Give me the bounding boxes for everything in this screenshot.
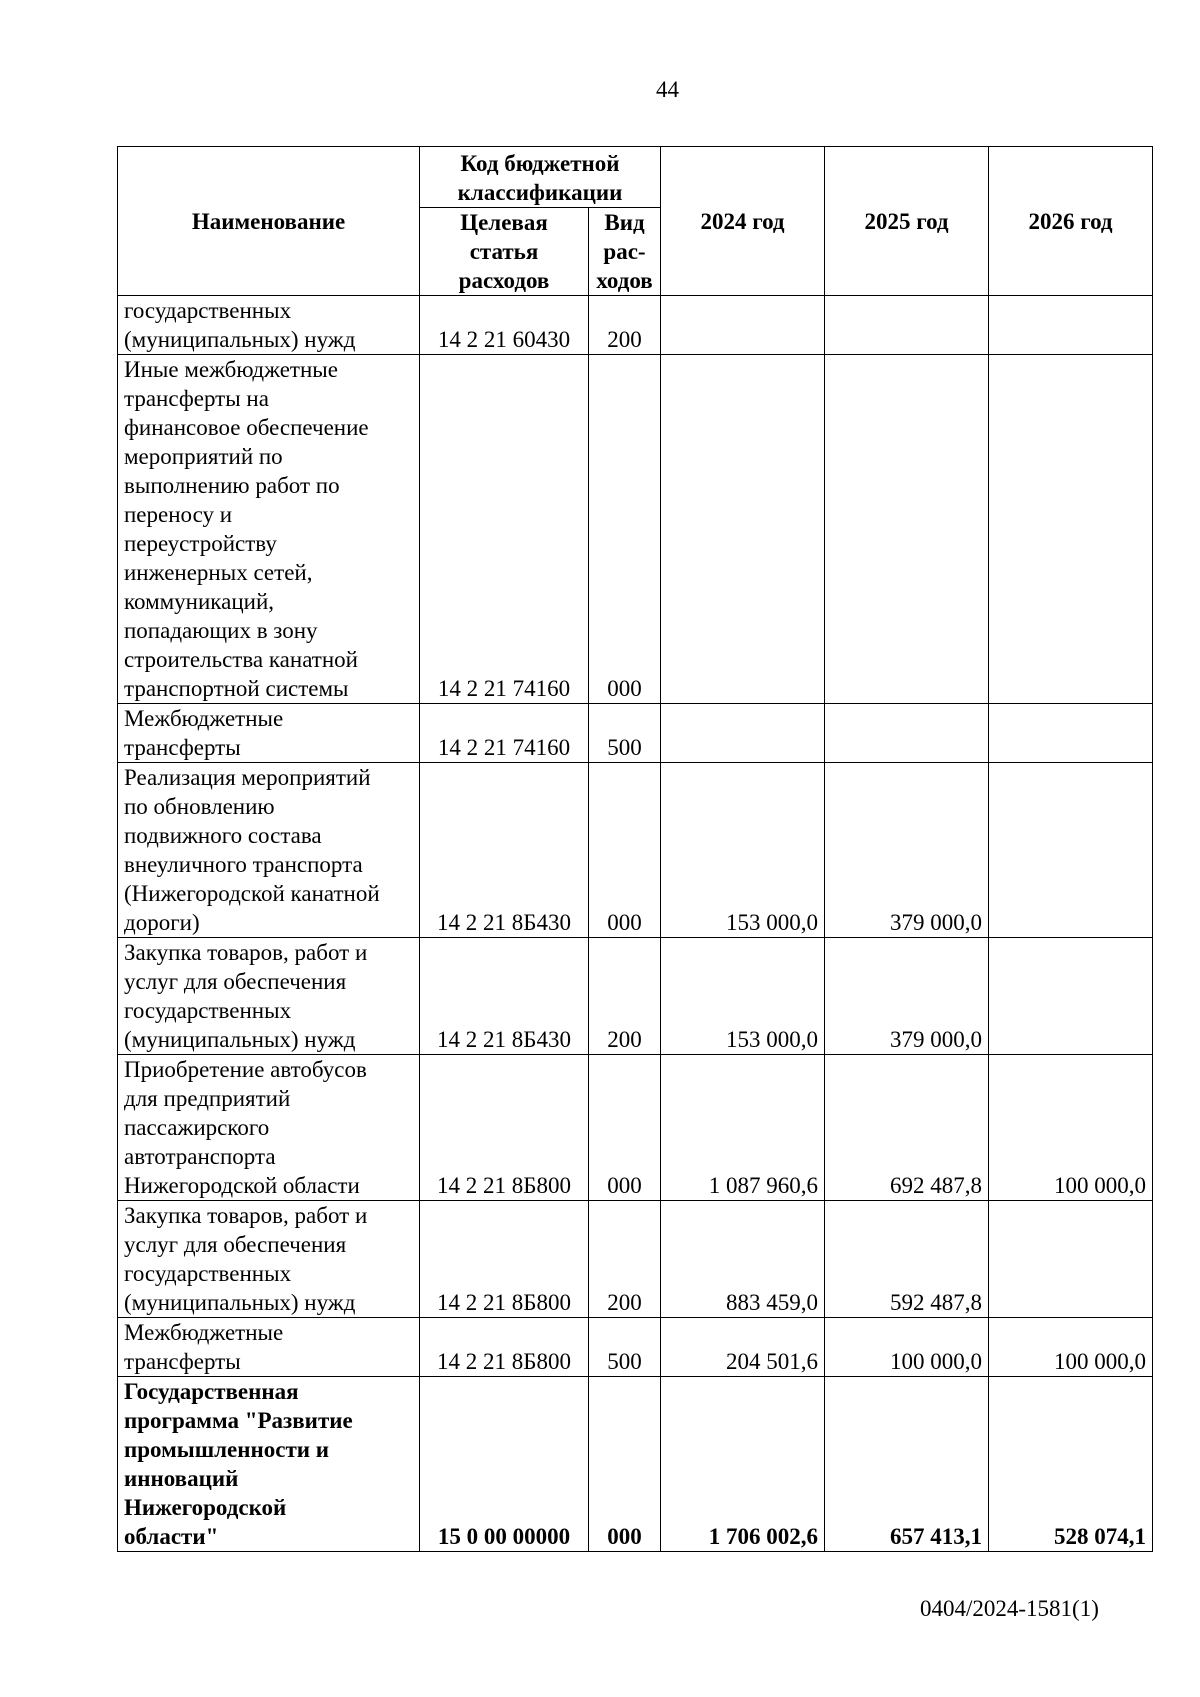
row-name-line: инноваций (124, 1466, 239, 1491)
row-value-2025 (825, 704, 989, 763)
row-name-line: выполнению работ по (124, 473, 340, 498)
table-row (118, 1055, 1153, 1201)
table-header (118, 147, 1153, 296)
header-budget-code-line: классификации (457, 180, 623, 205)
row-name-line: по обновлению (124, 794, 275, 819)
row-name-line: переустройству (124, 531, 277, 556)
row-name (118, 1377, 420, 1552)
row-value-2026 (989, 1201, 1153, 1318)
row-name-line: (муниципальных) нужд (124, 1290, 356, 1315)
row-name (118, 763, 420, 938)
row-value-2026 (989, 763, 1153, 938)
row-target-article: 15 0 00 00000 (420, 1377, 589, 1552)
row-name-line: услуг для обеспечения (124, 1232, 347, 1257)
row-name-line: трансферты (124, 735, 241, 760)
row-name-line: Реализация мероприятий (124, 765, 371, 790)
row-name-line: дороги) (124, 910, 200, 935)
row-name (118, 704, 420, 763)
row-value-2024: 1 087 960,6 (661, 1055, 825, 1201)
row-expense-kind: 200 (589, 296, 661, 355)
header-name: Наименование (118, 147, 420, 296)
row-name-line: государственных (124, 998, 292, 1023)
row-value-2025: 379 000,0 (825, 763, 989, 938)
row-name (118, 1318, 420, 1377)
row-name (118, 355, 420, 704)
row-value-2026: 100 000,0 (989, 1318, 1153, 1377)
row-expense-kind: 000 (589, 1055, 661, 1201)
row-target-article: 14 2 21 74160 (420, 704, 589, 763)
row-expense-kind: 000 (589, 355, 661, 704)
row-name-line: (Нижегородской канатной (124, 881, 380, 906)
row-value-2024: 883 459,0 (661, 1201, 825, 1318)
table-row (118, 1201, 1153, 1318)
row-value-2024: 153 000,0 (661, 763, 825, 938)
table-body (118, 296, 1153, 1552)
row-name-line: государственных (124, 1261, 292, 1286)
row-value-2025 (825, 355, 989, 704)
row-expense-kind: 200 (589, 1201, 661, 1318)
row-target-article: 14 2 21 8Б800 (420, 1201, 589, 1318)
header-expense-kind (589, 208, 661, 296)
header-budget-code-line: Код бюджетной (460, 151, 620, 176)
row-expense-kind: 200 (589, 938, 661, 1055)
row-name-line: финансовое обеспечение (124, 415, 369, 440)
row-target-article: 14 2 21 8Б800 (420, 1318, 589, 1377)
row-value-2025: 657 413,1 (825, 1377, 989, 1552)
row-name (118, 938, 420, 1055)
row-value-2026 (989, 355, 1153, 704)
table-row (118, 763, 1153, 938)
table-row (118, 296, 1153, 355)
page-number: 44 (656, 77, 679, 102)
row-name-line: Межбюджетные (124, 1320, 284, 1345)
row-name-line: трансферты на (124, 386, 269, 411)
header-expense-kind-line: Вид (604, 210, 645, 235)
row-name-line: (муниципальных) нужд (124, 327, 356, 352)
row-name-line: попадающих в зону (124, 618, 318, 643)
document-code: 0404/2024-1581(1) (920, 1596, 1099, 1621)
table-row (118, 355, 1153, 704)
budget-table (117, 146, 1153, 1552)
row-name-line: переносу и (124, 502, 233, 527)
header-target-article (420, 208, 589, 296)
row-name-line: коммуникаций, (124, 589, 275, 614)
row-target-article: 14 2 21 8Б430 (420, 938, 589, 1055)
header-target-article-line: Целевая (460, 210, 548, 235)
row-value-2024 (661, 704, 825, 763)
row-value-2026: 100 000,0 (989, 1055, 1153, 1201)
row-value-2025: 692 487,8 (825, 1055, 989, 1201)
row-value-2025: 592 487,8 (825, 1201, 989, 1318)
row-target-article: 14 2 21 8Б800 (420, 1055, 589, 1201)
row-value-2026 (989, 938, 1153, 1055)
row-name (118, 1055, 420, 1201)
row-name-line: трансферты (124, 1349, 241, 1374)
row-name-line: строительства канатной (124, 647, 358, 672)
header-target-article-line: статья (469, 239, 539, 264)
row-value-2026 (989, 296, 1153, 355)
row-name-line: Нижегородской области (124, 1173, 360, 1198)
row-value-2026: 528 074,1 (989, 1377, 1153, 1552)
row-expense-kind: 000 (589, 1377, 661, 1552)
row-name-line: для предприятий (124, 1086, 291, 1111)
row-value-2024: 1 706 002,6 (661, 1377, 825, 1552)
row-name-line: Нижегородской (124, 1495, 287, 1520)
table-row (118, 1318, 1153, 1377)
row-name-line: (муниципальных) нужд (124, 1027, 356, 1052)
row-name-line: программа "Развитие (124, 1408, 353, 1433)
row-target-article: 14 2 21 74160 (420, 355, 589, 704)
row-value-2024: 204 501,6 (661, 1318, 825, 1377)
row-name (118, 296, 420, 355)
row-value-2024: 153 000,0 (661, 938, 825, 1055)
row-expense-kind: 500 (589, 1318, 661, 1377)
row-name-line: государственных (124, 298, 292, 323)
header-2026: 2026 год (989, 147, 1153, 296)
table-row (118, 704, 1153, 763)
header-budget-code-group (420, 147, 661, 208)
row-name-line: Закупка товаров, работ и (124, 940, 368, 965)
table-row (118, 1377, 1153, 1552)
row-name-line: транспортной системы (124, 676, 349, 701)
table-row (118, 938, 1153, 1055)
header-2025: 2025 год (825, 147, 989, 296)
row-target-article: 14 2 21 60430 (420, 296, 589, 355)
row-name-line: Межбюджетные (124, 706, 284, 731)
row-value-2024 (661, 296, 825, 355)
row-target-article: 14 2 21 8Б430 (420, 763, 589, 938)
header-expense-kind-line: рас- (603, 239, 646, 264)
header-2024: 2024 год (661, 147, 825, 296)
row-name-line: подвижного состава (124, 823, 322, 848)
row-name-line: пассажирского (124, 1115, 270, 1140)
row-expense-kind: 000 (589, 763, 661, 938)
row-name-line: услуг для обеспечения (124, 969, 347, 994)
row-name-line: Иные межбюджетные (124, 357, 338, 382)
row-value-2025: 379 000,0 (825, 938, 989, 1055)
row-expense-kind: 500 (589, 704, 661, 763)
row-name (118, 1201, 420, 1318)
header-target-article-line: расходов (458, 268, 550, 293)
row-name-line: области" (124, 1524, 219, 1549)
row-value-2025: 100 000,0 (825, 1318, 989, 1377)
row-value-2024 (661, 355, 825, 704)
row-name-line: инженерных сетей, (124, 560, 313, 585)
header-expense-kind-line: ходов (596, 268, 653, 293)
row-name-line: Приобретение автобусов (124, 1057, 367, 1082)
row-name-line: автотранспорта (124, 1144, 276, 1169)
row-name-line: внеуличного транспорта (124, 852, 363, 877)
row-name-line: Закупка товаров, работ и (124, 1203, 368, 1228)
row-name-line: мероприятий по (124, 444, 283, 469)
row-value-2025 (825, 296, 989, 355)
row-value-2026 (989, 704, 1153, 763)
row-name-line: промышленности и (124, 1437, 330, 1462)
row-name-line: Государственная (124, 1379, 299, 1404)
